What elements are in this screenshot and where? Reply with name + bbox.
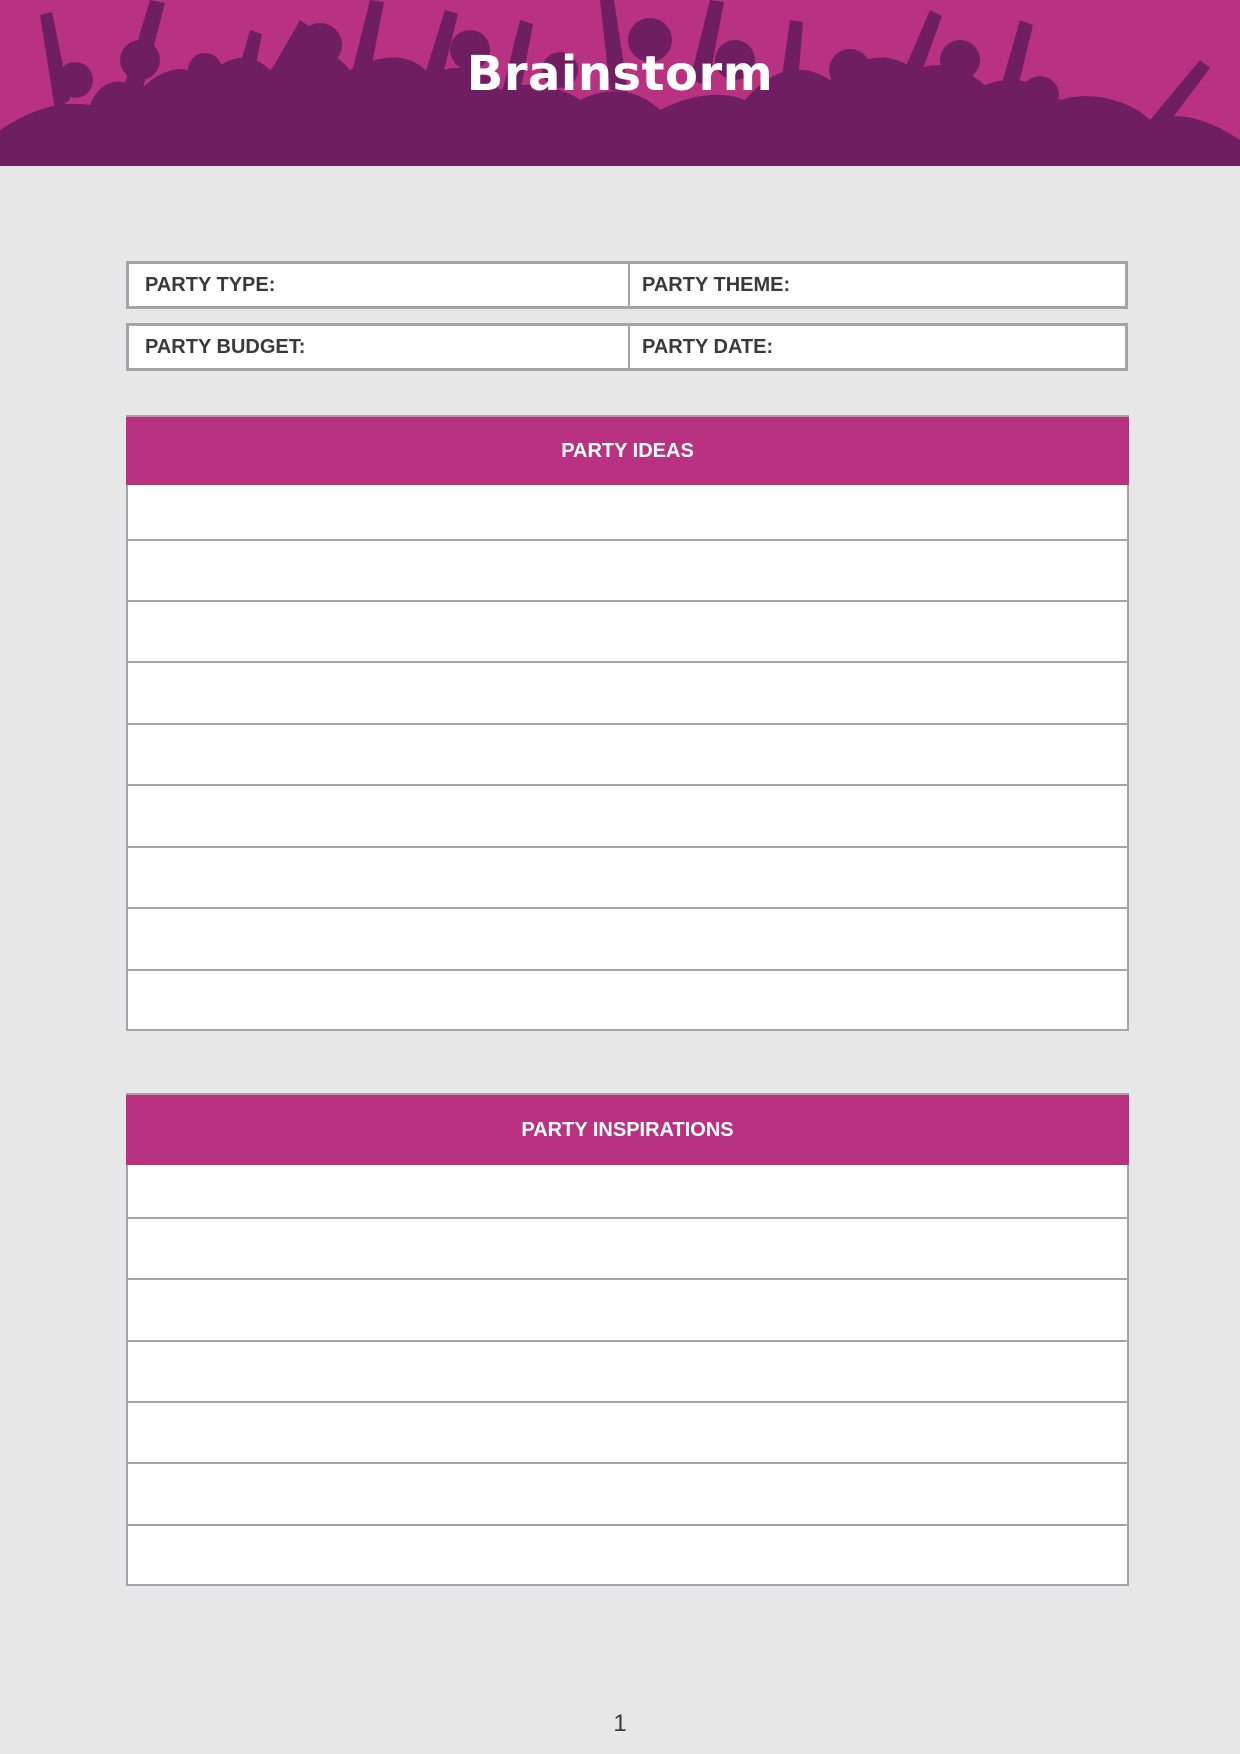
writing-line[interactable] [128, 1340, 1127, 1401]
party-inspirations-header: PARTY INSPIRATIONS [126, 1093, 1129, 1165]
writing-line[interactable] [128, 600, 1127, 661]
writing-line[interactable] [128, 784, 1127, 846]
party-date-field[interactable]: PARTY DATE: [628, 326, 1125, 368]
writing-line[interactable] [128, 907, 1127, 969]
writing-line[interactable] [128, 1462, 1127, 1524]
page-number: 1 [613, 1710, 627, 1737]
party-ideas-header: PARTY IDEAS [126, 415, 1129, 485]
writing-line[interactable] [128, 1524, 1127, 1584]
party-type-field[interactable]: PARTY TYPE: [145, 273, 276, 296]
party-ideas-section [126, 415, 1129, 1031]
writing-line[interactable] [128, 661, 1127, 723]
writing-line[interactable] [128, 723, 1127, 784]
writing-line[interactable] [128, 1278, 1127, 1340]
party-budget-field[interactable]: PARTY BUDGET: [145, 335, 306, 358]
writing-line[interactable] [128, 1217, 1127, 1278]
header-banner [0, 0, 1240, 166]
party-info-row-1 [126, 261, 1128, 309]
writing-line[interactable] [128, 485, 1127, 539]
writing-line[interactable] [128, 846, 1127, 907]
party-theme-field[interactable]: PARTY THEME: [628, 264, 1125, 306]
page-title: Brainstorm [466, 46, 774, 102]
writing-line[interactable] [128, 539, 1127, 600]
writing-line[interactable] [128, 969, 1127, 1029]
writing-line[interactable] [128, 1165, 1127, 1217]
party-info-row-2 [126, 323, 1128, 371]
party-inspirations-section [126, 1093, 1129, 1586]
writing-line[interactable] [128, 1401, 1127, 1462]
